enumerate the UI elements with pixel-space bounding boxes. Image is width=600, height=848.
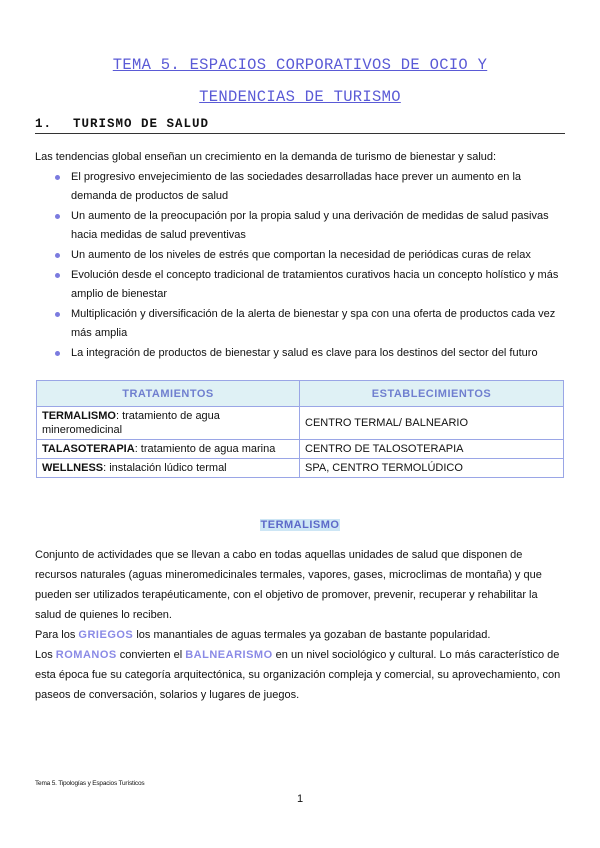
document-title-line-1: TEMA 5. ESPACIOS CORPORATIVOS DE OCIO Y: [112, 56, 488, 74]
paragraph-romans-mid: convierten el: [116, 649, 186, 661]
table-header-establishments: ESTABLECIMIENTOS: [300, 381, 564, 407]
table-row: [37, 459, 564, 478]
bullet-icon: [55, 214, 60, 219]
section-heading: [35, 117, 565, 134]
document-title-line-2: TENDENCIAS DE TURISMO: [199, 88, 401, 106]
paragraph-definition: Conjunto de actividades que se llevan a cabo en todas aquellas unidades de salud que disponen de recursos naturales (aguas mineromedicinales termales, vapores, gases, microclimas de montaña) y que pueden ser utilizados terapéuticamente, con el objetivo de promover, prevenir, recuperar y rehabilitar la salud de quienes lo reciben.: [35, 549, 542, 621]
table-cell-establishment: SPA, CENTRO TERMOLÚDICO: [300, 459, 564, 478]
list-item-text: Evolución desde el concepto tradicional de tratamientos curativos hacia un concepto holístico y más amplio de bienestar: [71, 269, 559, 300]
highlight-greeks: GRIEGOS: [78, 629, 134, 641]
treatments-table: [36, 380, 564, 478]
highlight-romans: ROMANOS: [55, 649, 117, 661]
list-item: [55, 305, 565, 343]
list-item: [55, 207, 565, 245]
treatment-desc: : tratamiento de agua marina: [134, 443, 276, 455]
subheading-text: TERMALISMO: [260, 519, 340, 531]
table-header-treatments: TRATAMIENTOS: [37, 381, 300, 407]
treatment-term: WELLNESS: [42, 462, 104, 474]
table-cell-treatment: [37, 459, 300, 478]
list-item-text: Un aumento de la preocupación por la propia salud y una derivación de medidas de salud pasivas hacia medidas de salud preventivas: [71, 210, 549, 241]
list-item: [55, 344, 565, 363]
bullet-list: [55, 168, 565, 364]
list-item: [55, 168, 565, 206]
list-item: [55, 246, 565, 265]
table-header-row: [37, 381, 564, 407]
treatment-term: TERMALISMO: [42, 410, 116, 422]
intro-text: Las tendencias global enseñan un crecimiento en la demanda de turismo de bienestar y salud:: [35, 151, 497, 163]
page-number: 1: [296, 793, 304, 805]
section-number: 1.: [35, 117, 53, 131]
treatment-desc: : instalación lúdico termal: [103, 462, 227, 474]
body-paragraph: [35, 545, 565, 705]
table-row: [37, 440, 564, 459]
table-cell-treatment: [37, 440, 300, 459]
section-title: TURISMO DE SALUD: [73, 117, 210, 131]
list-item-text: Multiplicación y diversificación de la alerta de bienestar y spa con una oferta de productos cada vez más amplia: [71, 308, 556, 339]
list-item-text: La integración de productos de bienestar y salud es clave para los destinos del sector del futuro: [71, 347, 538, 359]
table-cell-treatment: [37, 407, 300, 440]
list-item: [55, 266, 565, 304]
table-cell-establishment: CENTRO DE TALOSOTERAPIA: [300, 440, 564, 459]
bullet-icon: [55, 175, 60, 180]
bullet-icon: [55, 351, 60, 356]
highlight-balnearismo: BALNEARISMO: [185, 649, 273, 661]
treatment-desc: : tratamiento de agua mineromedicinal: [42, 410, 220, 436]
table-row: [37, 407, 564, 440]
paragraph-greeks-pre: Para los: [35, 629, 79, 641]
treatment-term: TALASOTERAPIA: [42, 443, 135, 455]
bullet-icon: [55, 312, 60, 317]
paragraph-romans-post: en un nivel sociológico y cultural. Lo más característico de esta época fue su categoría arquitectónica, su organización compleja y comercial, su aprovechamiento, con paseos de conversación, solarios y lugares de juegos.: [35, 649, 561, 701]
bullet-icon: [55, 273, 60, 278]
table-cell-establishment: CENTRO TERMAL/ BALNEARIO: [300, 407, 564, 440]
paragraph-greeks-post: los manantiales de aguas termales ya gozaban de bastante popularidad.: [133, 629, 491, 641]
list-item-text: Un aumento de los niveles de estrés que comportan la necesidad de periódicas curas de relax: [71, 249, 531, 261]
bullet-icon: [55, 253, 60, 258]
page-footer: Tema 5. Tipologías y Espacios Turísticos: [35, 780, 145, 787]
subheading: [0, 519, 600, 531]
paragraph-romans-pre: Los: [35, 649, 56, 661]
list-item-text: El progresivo envejecimiento de las sociedades desarrolladas hace prever un aumento en la demanda de productos de salud: [71, 171, 522, 202]
